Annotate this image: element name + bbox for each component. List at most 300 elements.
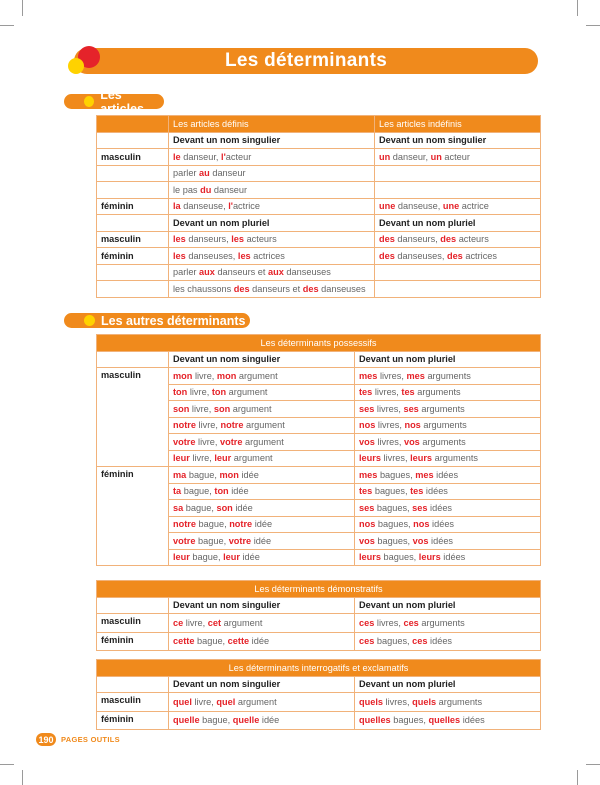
subheader-row <box>97 351 541 368</box>
row-label-cell: féminin <box>97 467 169 566</box>
determinant-highlight: mon <box>173 370 193 381</box>
table-title: Les déterminants interrogatifs et exclamatifs <box>97 660 541 677</box>
determinant-highlight: les <box>237 250 251 261</box>
header-empty-cell <box>97 116 169 133</box>
determinant-highlight: son <box>216 502 233 513</box>
row-label-cell <box>97 182 169 199</box>
determinant-highlight: une <box>442 201 460 212</box>
text-segment: idée <box>232 502 253 513</box>
determinant-highlight: nos <box>359 519 376 530</box>
text-segment: livre, <box>187 387 212 398</box>
determinant-highlight: ce <box>173 617 184 628</box>
crop-mark <box>0 25 14 26</box>
text-segment: danseurs, <box>185 234 232 245</box>
example-cell <box>355 500 541 517</box>
determinant-highlight: des <box>233 283 250 294</box>
example-cell <box>375 165 541 182</box>
determinant-highlight: mes <box>415 469 434 480</box>
determinant-highlight: ton <box>173 387 188 398</box>
determinant-highlight: leurs <box>359 453 381 464</box>
text-segment: livre, <box>195 436 220 447</box>
interrogatifs-table <box>96 659 541 730</box>
text-segment: arguments <box>418 617 465 628</box>
example-cell <box>355 401 541 418</box>
determinant-highlight: cette <box>173 636 195 647</box>
determinant-highlight: ta <box>173 486 182 497</box>
table-title: Les déterminants démonstratifs <box>97 581 541 598</box>
determinant-highlight: l' <box>221 151 226 162</box>
determinant-highlight: l' <box>228 201 233 212</box>
table-header-row <box>97 116 541 133</box>
determinant-highlight: nos <box>404 420 421 431</box>
text-segment: parler <box>173 267 200 278</box>
subheader-cell: Devant un nom pluriel <box>375 215 541 232</box>
text-segment: bague, <box>189 552 224 563</box>
determinant-highlight: du <box>200 184 212 195</box>
articles-table <box>96 115 541 298</box>
text-segment: argument <box>243 420 285 431</box>
text-segment: le pas <box>173 184 201 195</box>
example-cell <box>169 467 355 484</box>
text-segment: bague, <box>186 469 220 480</box>
example-cell <box>169 198 375 215</box>
crop-mark <box>577 0 578 16</box>
text-segment: bague, <box>199 715 233 726</box>
row-label-cell: masculin <box>97 149 169 166</box>
page-title: Les déterminants <box>224 50 388 71</box>
text-segment: livres, <box>374 617 404 628</box>
text-segment: idées <box>433 469 459 480</box>
text-segment: livres, <box>372 387 402 398</box>
determinant-highlight: cette <box>227 636 250 647</box>
row-label-cell: masculin <box>97 368 169 467</box>
text-segment: bagues, <box>380 552 419 563</box>
determinant-highlight: des <box>379 250 395 261</box>
text-segment: idées <box>427 502 453 513</box>
determinant-highlight: votre <box>173 436 196 447</box>
subheader-cell: Devant un nom singulier <box>169 676 355 693</box>
text-segment: idée <box>252 519 273 530</box>
table-row <box>97 182 541 199</box>
row-label-cell: féminin <box>97 711 169 730</box>
text-segment: danseur, <box>390 151 431 162</box>
determinant-highlight: sa <box>173 502 184 513</box>
section-title: Les articles <box>100 87 144 116</box>
determinant-highlight: tes <box>359 387 373 398</box>
text-segment: danseurs, <box>394 234 441 245</box>
example-cell <box>375 248 541 265</box>
header-cell: Les articles indéfinis <box>375 116 541 133</box>
row-label-cell: féminin <box>97 198 169 215</box>
row-label-cell: masculin <box>97 693 169 712</box>
text-segment: bague, <box>181 486 215 497</box>
determinant-highlight: tes <box>401 387 415 398</box>
text-segment: arguments <box>436 696 483 707</box>
determinant-highlight: des <box>446 250 463 261</box>
text-segment: arguments <box>418 403 465 414</box>
determinant-highlight: un <box>379 151 391 162</box>
subheader-row <box>97 597 541 614</box>
text-segment: argument <box>242 436 284 447</box>
example-cell <box>169 533 355 550</box>
text-segment: idée <box>239 552 260 563</box>
table-title-row <box>97 660 541 677</box>
row-label-cell <box>97 165 169 182</box>
text-segment: idée <box>238 469 259 480</box>
determinant-highlight: votre <box>228 535 252 546</box>
crop-mark <box>22 0 23 16</box>
text-segment: idées <box>429 519 455 530</box>
table-row <box>97 281 541 298</box>
determinant-highlight: quel <box>216 696 236 707</box>
text-segment: acteur <box>441 151 470 162</box>
yellow-dot-icon <box>84 315 95 326</box>
table-row <box>97 149 541 166</box>
text-segment: actrice <box>232 201 260 212</box>
determinant-highlight: quels <box>359 696 383 707</box>
page-number: 190 <box>36 733 56 746</box>
text-segment: actrices <box>250 250 285 261</box>
example-cell <box>169 614 355 633</box>
determinant-highlight: la <box>173 201 181 212</box>
row-label-cell <box>97 281 169 298</box>
subheader-cell: Devant un nom pluriel <box>355 351 541 368</box>
example-cell <box>375 149 541 166</box>
determinant-highlight: quelles <box>359 715 391 726</box>
determinant-highlight: cet <box>207 617 222 628</box>
text-segment: idée <box>259 715 280 726</box>
determinant-highlight: notre <box>173 420 196 431</box>
crop-mark <box>577 770 578 785</box>
text-segment: danseuse, <box>395 201 443 212</box>
determinant-highlight: leurs <box>359 552 381 563</box>
determinant-highlight: ces <box>359 636 375 647</box>
determinant-highlight: notre <box>229 519 253 530</box>
row-label-cell: féminin <box>97 248 169 265</box>
section-title: Les autres déterminants <box>101 313 246 328</box>
row-label-cell: masculin <box>97 231 169 248</box>
determinant-highlight: ses <box>412 502 428 513</box>
example-cell <box>169 182 375 199</box>
section-heading-articles <box>64 87 164 116</box>
table-row <box>97 614 541 633</box>
table-row <box>97 165 541 182</box>
crop-mark <box>586 25 600 26</box>
crop-mark <box>22 770 23 785</box>
example-cell <box>169 434 355 451</box>
determinant-highlight: ses <box>403 403 419 414</box>
row-label-cell <box>97 132 169 149</box>
text-segment: acteurs <box>244 234 277 245</box>
section-heading-autres <box>64 313 250 328</box>
example-cell <box>169 500 355 517</box>
text-segment: livre, <box>192 370 217 381</box>
text-segment: idées <box>460 715 485 726</box>
text-segment: danseuse, <box>180 201 229 212</box>
table-row <box>97 231 541 248</box>
text-segment: bague, <box>183 502 217 513</box>
determinant-highlight: tes <box>359 486 373 497</box>
text-segment: idées <box>428 535 454 546</box>
determinant-highlight: nos <box>359 420 376 431</box>
subheader-cell: Devant un nom pluriel <box>169 215 375 232</box>
example-cell <box>375 198 541 215</box>
example-cell <box>169 483 355 500</box>
text-segment: les chaussons <box>173 283 234 294</box>
example-cell <box>355 368 541 385</box>
determinant-highlight: notre <box>173 519 196 530</box>
table-row <box>97 248 541 265</box>
example-cell <box>169 368 355 385</box>
text-segment: idée <box>249 636 270 647</box>
determinant-highlight: les <box>173 250 186 261</box>
example-cell <box>375 264 541 281</box>
text-segment: livre, <box>191 696 217 707</box>
row-label-cell: féminin <box>97 632 169 651</box>
text-segment: argument <box>236 370 278 381</box>
text-segment: idées <box>440 552 466 563</box>
crop-mark <box>586 764 600 765</box>
determinant-highlight: des <box>302 283 319 294</box>
determinant-highlight: notre <box>220 420 244 431</box>
determinant-highlight: vos <box>359 535 375 546</box>
text-segment: argument <box>226 387 268 398</box>
determinant-highlight: des <box>379 234 395 245</box>
title-bar <box>74 48 538 74</box>
example-cell <box>355 711 541 730</box>
text-segment: idée <box>228 486 249 497</box>
determinant-highlight: leurs <box>418 552 441 563</box>
text-segment: danseur, <box>180 151 222 162</box>
determinant-highlight: nos <box>413 519 430 530</box>
example-cell <box>169 693 355 712</box>
text-segment: danseurs et <box>214 267 269 278</box>
text-segment: arguments <box>420 420 467 431</box>
table-row <box>97 198 541 215</box>
table-row <box>97 368 541 385</box>
possessifs-table <box>96 334 541 566</box>
determinant-highlight: vos <box>403 436 420 447</box>
example-cell <box>355 483 541 500</box>
determinant-highlight: ses <box>359 502 375 513</box>
determinant-highlight: leur <box>173 453 190 464</box>
table-title-row <box>97 581 541 598</box>
text-segment: livres, <box>383 696 413 707</box>
subheader-empty-cell <box>97 676 169 693</box>
table-title: Les déterminants possessifs <box>97 335 541 352</box>
example-cell <box>355 693 541 712</box>
determinant-highlight: mes <box>359 469 378 480</box>
table-row <box>97 632 541 651</box>
crop-mark <box>0 764 14 765</box>
determinant-highlight: tes <box>410 486 424 497</box>
determinant-highlight: ses <box>359 403 375 414</box>
example-cell <box>355 467 541 484</box>
text-segment: bagues, <box>374 502 413 513</box>
text-segment: argument <box>230 403 272 414</box>
example-cell <box>355 632 541 651</box>
table-row <box>97 693 541 712</box>
example-cell <box>169 248 375 265</box>
text-segment: parler <box>173 168 200 179</box>
text-segment: danseur <box>211 184 248 195</box>
text-segment: argument <box>231 453 273 464</box>
example-cell <box>169 165 375 182</box>
determinant-highlight: quel <box>173 696 192 707</box>
subheader-cell: Devant un nom pluriel <box>355 597 541 614</box>
example-cell <box>375 182 541 199</box>
text-segment: argument <box>235 696 277 707</box>
example-cell <box>169 231 375 248</box>
text-segment: bague, <box>195 535 229 546</box>
text-segment: argument <box>221 617 263 628</box>
text-segment: bagues, <box>377 469 416 480</box>
determinant-highlight: vos <box>359 436 375 447</box>
text-segment: livres, <box>380 453 411 464</box>
example-cell <box>355 450 541 467</box>
text-segment: arguments <box>424 370 471 381</box>
table-title-row <box>97 335 541 352</box>
determinant-highlight: leur <box>173 552 190 563</box>
text-segment: idées <box>423 486 448 497</box>
example-cell <box>169 264 375 281</box>
determinant-highlight: votre <box>219 436 243 447</box>
page-title-banner <box>66 46 538 76</box>
text-segment: bague, <box>194 636 228 647</box>
text-segment: bagues, <box>390 715 429 726</box>
determinant-highlight: des <box>440 234 457 245</box>
text-segment: livre, <box>189 403 214 414</box>
determinant-highlight: ces <box>412 636 428 647</box>
subheader-row <box>97 132 541 149</box>
determinant-highlight: mon <box>216 370 237 381</box>
determinant-highlight: ton <box>214 486 229 497</box>
determinant-highlight: leurs <box>410 453 433 464</box>
text-segment: bague, <box>195 519 230 530</box>
text-segment: acteurs <box>456 234 489 245</box>
determinant-highlight: les <box>231 234 245 245</box>
example-cell <box>169 711 355 730</box>
text-segment: danseurs et <box>249 283 303 294</box>
example-cell <box>169 401 355 418</box>
row-label-cell <box>97 264 169 281</box>
determinant-highlight: aux <box>199 267 215 278</box>
example-cell <box>169 549 355 566</box>
text-segment: actrices <box>462 250 498 261</box>
text-segment: danseuses <box>283 267 331 278</box>
text-segment: livres, <box>375 420 405 431</box>
example-cell <box>355 549 541 566</box>
determinant-highlight: ces <box>403 617 419 628</box>
example-cell <box>355 533 541 550</box>
text-segment: livre, <box>189 453 215 464</box>
example-cell <box>169 516 355 533</box>
determinant-highlight: quelles <box>428 715 461 726</box>
determinant-highlight: son <box>213 403 231 414</box>
example-cell <box>375 231 541 248</box>
determinant-highlight: ma <box>173 469 187 480</box>
determinant-highlight: quels <box>412 696 437 707</box>
demonstratifs-table <box>96 580 541 651</box>
row-label-cell <box>97 215 169 232</box>
example-cell <box>169 384 355 401</box>
text-segment: danseuses, <box>185 250 238 261</box>
text-segment: danseur <box>209 168 246 179</box>
determinant-highlight: leur <box>223 552 240 563</box>
text-segment: livres, <box>374 436 404 447</box>
determinant-highlight: son <box>173 403 190 414</box>
subheader-row <box>97 676 541 693</box>
example-cell <box>355 614 541 633</box>
subheader-cell: Devant un nom singulier <box>169 597 355 614</box>
table-row <box>97 711 541 730</box>
text-segment: bagues, <box>375 519 414 530</box>
row-label-cell: masculin <box>97 614 169 633</box>
text-segment: arguments <box>419 436 466 447</box>
footer-label: PAGES OUTILS <box>61 735 120 744</box>
example-cell <box>169 632 355 651</box>
text-segment: bagues, <box>374 535 413 546</box>
determinant-highlight: une <box>379 201 396 212</box>
example-cell <box>355 434 541 451</box>
text-segment: livres, <box>374 403 404 414</box>
text-segment: arguments <box>432 453 479 464</box>
subheader-cell: Devant un nom singulier <box>375 132 541 149</box>
determinant-highlight: au <box>199 168 210 179</box>
determinant-highlight: un <box>430 151 442 162</box>
determinant-highlight: le <box>173 151 181 162</box>
example-cell <box>375 281 541 298</box>
text-segment: idée <box>251 535 272 546</box>
header-cell: Les articles définis <box>169 116 375 133</box>
example-cell <box>355 516 541 533</box>
determinant-highlight: ces <box>359 617 375 628</box>
subheader-cell: Devant un nom pluriel <box>355 676 541 693</box>
subheader-empty-cell <box>97 597 169 614</box>
example-cell <box>169 450 355 467</box>
table-row <box>97 467 541 484</box>
subheader-row <box>97 215 541 232</box>
yellow-dot-icon <box>84 96 94 107</box>
subheader-cell: Devant un nom singulier <box>169 351 355 368</box>
table-row <box>97 264 541 281</box>
determinant-highlight: ton <box>211 387 227 398</box>
text-segment: bagues, <box>374 636 413 647</box>
determinant-highlight: quelle <box>173 715 200 726</box>
example-cell <box>355 417 541 434</box>
text-segment: acteur <box>225 151 252 162</box>
determinant-highlight: quelle <box>232 715 260 726</box>
text-segment: arguments <box>414 387 461 398</box>
determinant-highlight: vos <box>412 535 429 546</box>
text-segment: livre, <box>195 420 221 431</box>
text-segment: idées <box>427 636 453 647</box>
subheader-empty-cell <box>97 351 169 368</box>
determinant-highlight: mon <box>219 469 239 480</box>
determinant-highlight: votre <box>173 535 196 546</box>
determinant-highlight: leur <box>214 453 232 464</box>
determinant-highlight: aux <box>268 267 284 278</box>
text-segment: actrice <box>459 201 489 212</box>
example-cell <box>169 417 355 434</box>
determinant-highlight: mes <box>359 370 378 381</box>
text-segment: danseuses <box>318 283 366 294</box>
determinant-highlight: les <box>173 234 186 245</box>
example-cell <box>169 281 375 298</box>
determinant-highlight: mes <box>406 370 425 381</box>
example-cell <box>355 384 541 401</box>
yellow-dot-icon <box>68 58 84 74</box>
